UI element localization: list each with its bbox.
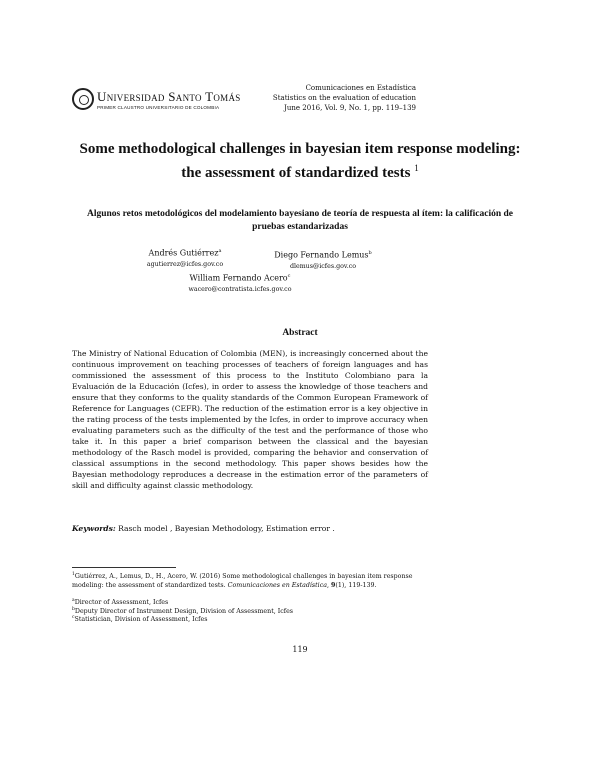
journal-series: Statistics on the evaluation of education <box>272 94 416 102</box>
author-mark: a <box>218 248 222 254</box>
paper-title-text: Some methodological challenges in bayesian item response modeling: the assessment of standardized tests <box>79 141 521 181</box>
footnote-text: Director of Assessment, Icfes <box>74 599 169 607</box>
footnote-affiliation <box>72 614 428 625</box>
footnote-journal: Comunicaciones en Estadística <box>227 581 327 589</box>
footnote-rule <box>72 567 176 568</box>
footnote-text: Deputy Director of Instrument Design, Division of Assessment, Icfes <box>74 608 294 616</box>
university-seal-icon <box>72 88 94 110</box>
author-name: William Fernando Acero <box>189 273 288 283</box>
abstract-heading: Abstract <box>282 328 318 338</box>
author-mark: c <box>287 273 291 279</box>
keywords-text: Rasch model , Bayesian Methodology, Estimation error . <box>118 524 335 533</box>
journal-header <box>273 83 416 113</box>
journal-name: Comunicaciones en Estadística <box>305 84 416 92</box>
university-logo <box>72 86 241 120</box>
footnote-mark: 1 <box>72 572 75 577</box>
abstract-body: The Ministry of National Education of Colombia (MEN), is increasingly concerned about the continuous improvement on teaching processes of teachers of foreign languages and has commissioned the assessment of this process to the Instituto Colombiano para la Evaluación de la Educación (Icfes), in order to assess the knowledge of those teachers and ensure that they conforms to the quality standards of the Common European Framework of Reference for Languages (CEFR). The reduction of the estimation error is a key objective in the rating process of the tests implemented by the Icfes, in order to improve accuracy when evaluating parameters such as the difficulty of the test and the performance of those who take it. In this paper a brief comparison between the classical and the bayesian methodology of the Rasch model is provided, comparing the behavior and conservation of classical assumptions in the second methodology. This paper shows besides how the Bayesian methodology reproduces a decrease in the estimation error of the parameters of skill and difficulty against classic methodology. <box>72 349 428 490</box>
author-block <box>180 271 300 295</box>
author-block <box>268 248 378 272</box>
author-mark: b <box>368 250 372 256</box>
university-name: Universidad Santo Tomás <box>97 89 241 104</box>
author-email: wacero@contratista.icfes.gov.co <box>188 285 292 293</box>
paper-title <box>70 140 530 183</box>
title-footnote-mark: 1 <box>414 163 419 173</box>
author-email: dlemus@icfes.gov.co <box>289 262 357 270</box>
footnote-pages: (1), 119-139. <box>335 581 377 589</box>
author-name: Diego Fernando Lemus <box>274 250 369 260</box>
author-email: agutierrez@icfes.gov.co <box>146 260 224 268</box>
footnote-mark: a <box>72 598 75 603</box>
university-subline: PRIMER CLAUSTRO UNIVERSITARIO DE COLOMBIA <box>97 105 220 110</box>
paper-subtitle: Algunos retos metodológicos del modelamiento bayesiano de teoría de respuesta al ítem: la calificación de pruebas estandarizadas <box>86 209 514 232</box>
footnote-volume: 9 <box>331 581 336 589</box>
footnote-mark: b <box>72 607 75 612</box>
footnote-text: Gutiérrez, A., Lemus, D., H., Acero, W. (2016) Some methodological challenges in bayesian item response modeling: the assessment of standardized tests. <box>72 573 413 589</box>
footnote-mark: c <box>72 615 75 620</box>
footnote-text: Statistician, Division of Assessment, Icfes <box>74 616 208 624</box>
author-block <box>140 246 230 270</box>
journal-issue: June 2016, Vol. 9, No. 1, pp. 119–139 <box>284 104 416 112</box>
author-name: Andrés Gutiérrez <box>148 248 219 258</box>
keywords-label: Keywords: <box>72 524 116 533</box>
keywords <box>72 523 428 534</box>
footnote-citation: $^1$Gutiérrez, A., Lemus, D., H., Acero, W. (2016) Some methodological challenges in bayesian item response modeling: the assessment of standardized tests. Comunicaciones en Estadística, 9(1), 119-139. <box>72 572 413 589</box>
page-number: 119 <box>292 645 308 654</box>
